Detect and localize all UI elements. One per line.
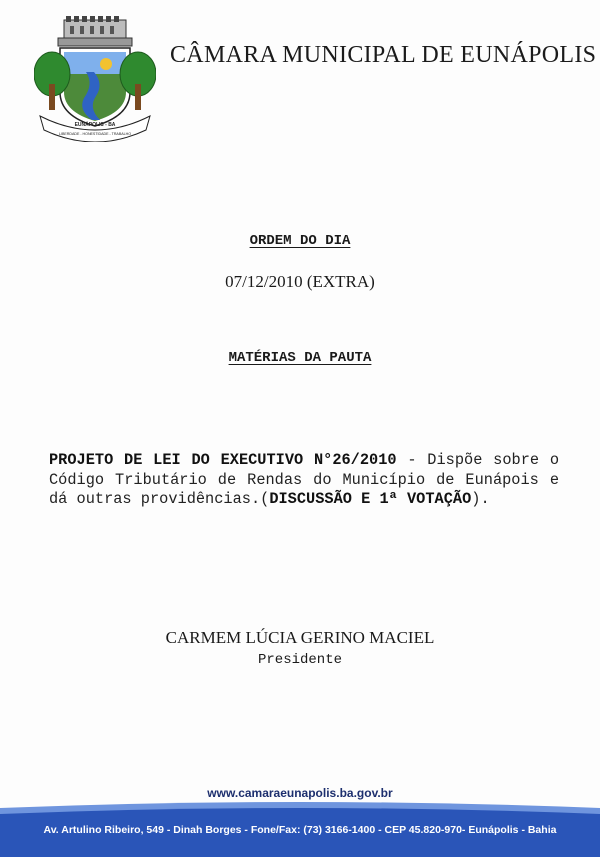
signatory-role: Presidente: [257, 652, 342, 668]
footer-address: Av. Artulino Ribeiro, 549 - Dinah Borges - Fone/Fax: (73) 3166-1400 - CEP 45.820-970- Eunápolis - Bahia: [43, 824, 557, 836]
agenda-section-title: MATÉRIAS DA PAUTA: [228, 350, 372, 366]
municipal-crest-logo: [34, 14, 156, 142]
agenda-item-paragraph: [49, 451, 559, 510]
agenda-title: ORDEM DO DIA: [249, 233, 351, 249]
signatory-name: CARMEM LÚCIA GERINO MACIEL: [165, 628, 435, 647]
bill-closing: ).: [471, 490, 490, 508]
crest-ribbon-text: LIBERDADE - HONESTIDADE - TRABALHO: [58, 132, 132, 136]
agenda-date: 07/12/2010 (EXTRA): [225, 272, 375, 291]
bill-label: PROJETO DE LEI DO EXECUTIVO N°26/2010: [49, 451, 397, 469]
organization-name: CÂMARA MUNICIPAL DE EUNÁPOLIS: [170, 42, 597, 68]
bill-status: DISCUSSÃO E 1ª VOTAÇÃO: [269, 490, 472, 508]
crest-text: EUNÁPOLIS - BA: [74, 122, 116, 128]
bill-description: - Dispõe sobre o Código Tributário de Rendas do Município de Eunápois e dá outras providências.(: [49, 451, 559, 508]
footer-website-link[interactable]: www.camaraeunapolis.ba.gov.br: [207, 786, 393, 800]
